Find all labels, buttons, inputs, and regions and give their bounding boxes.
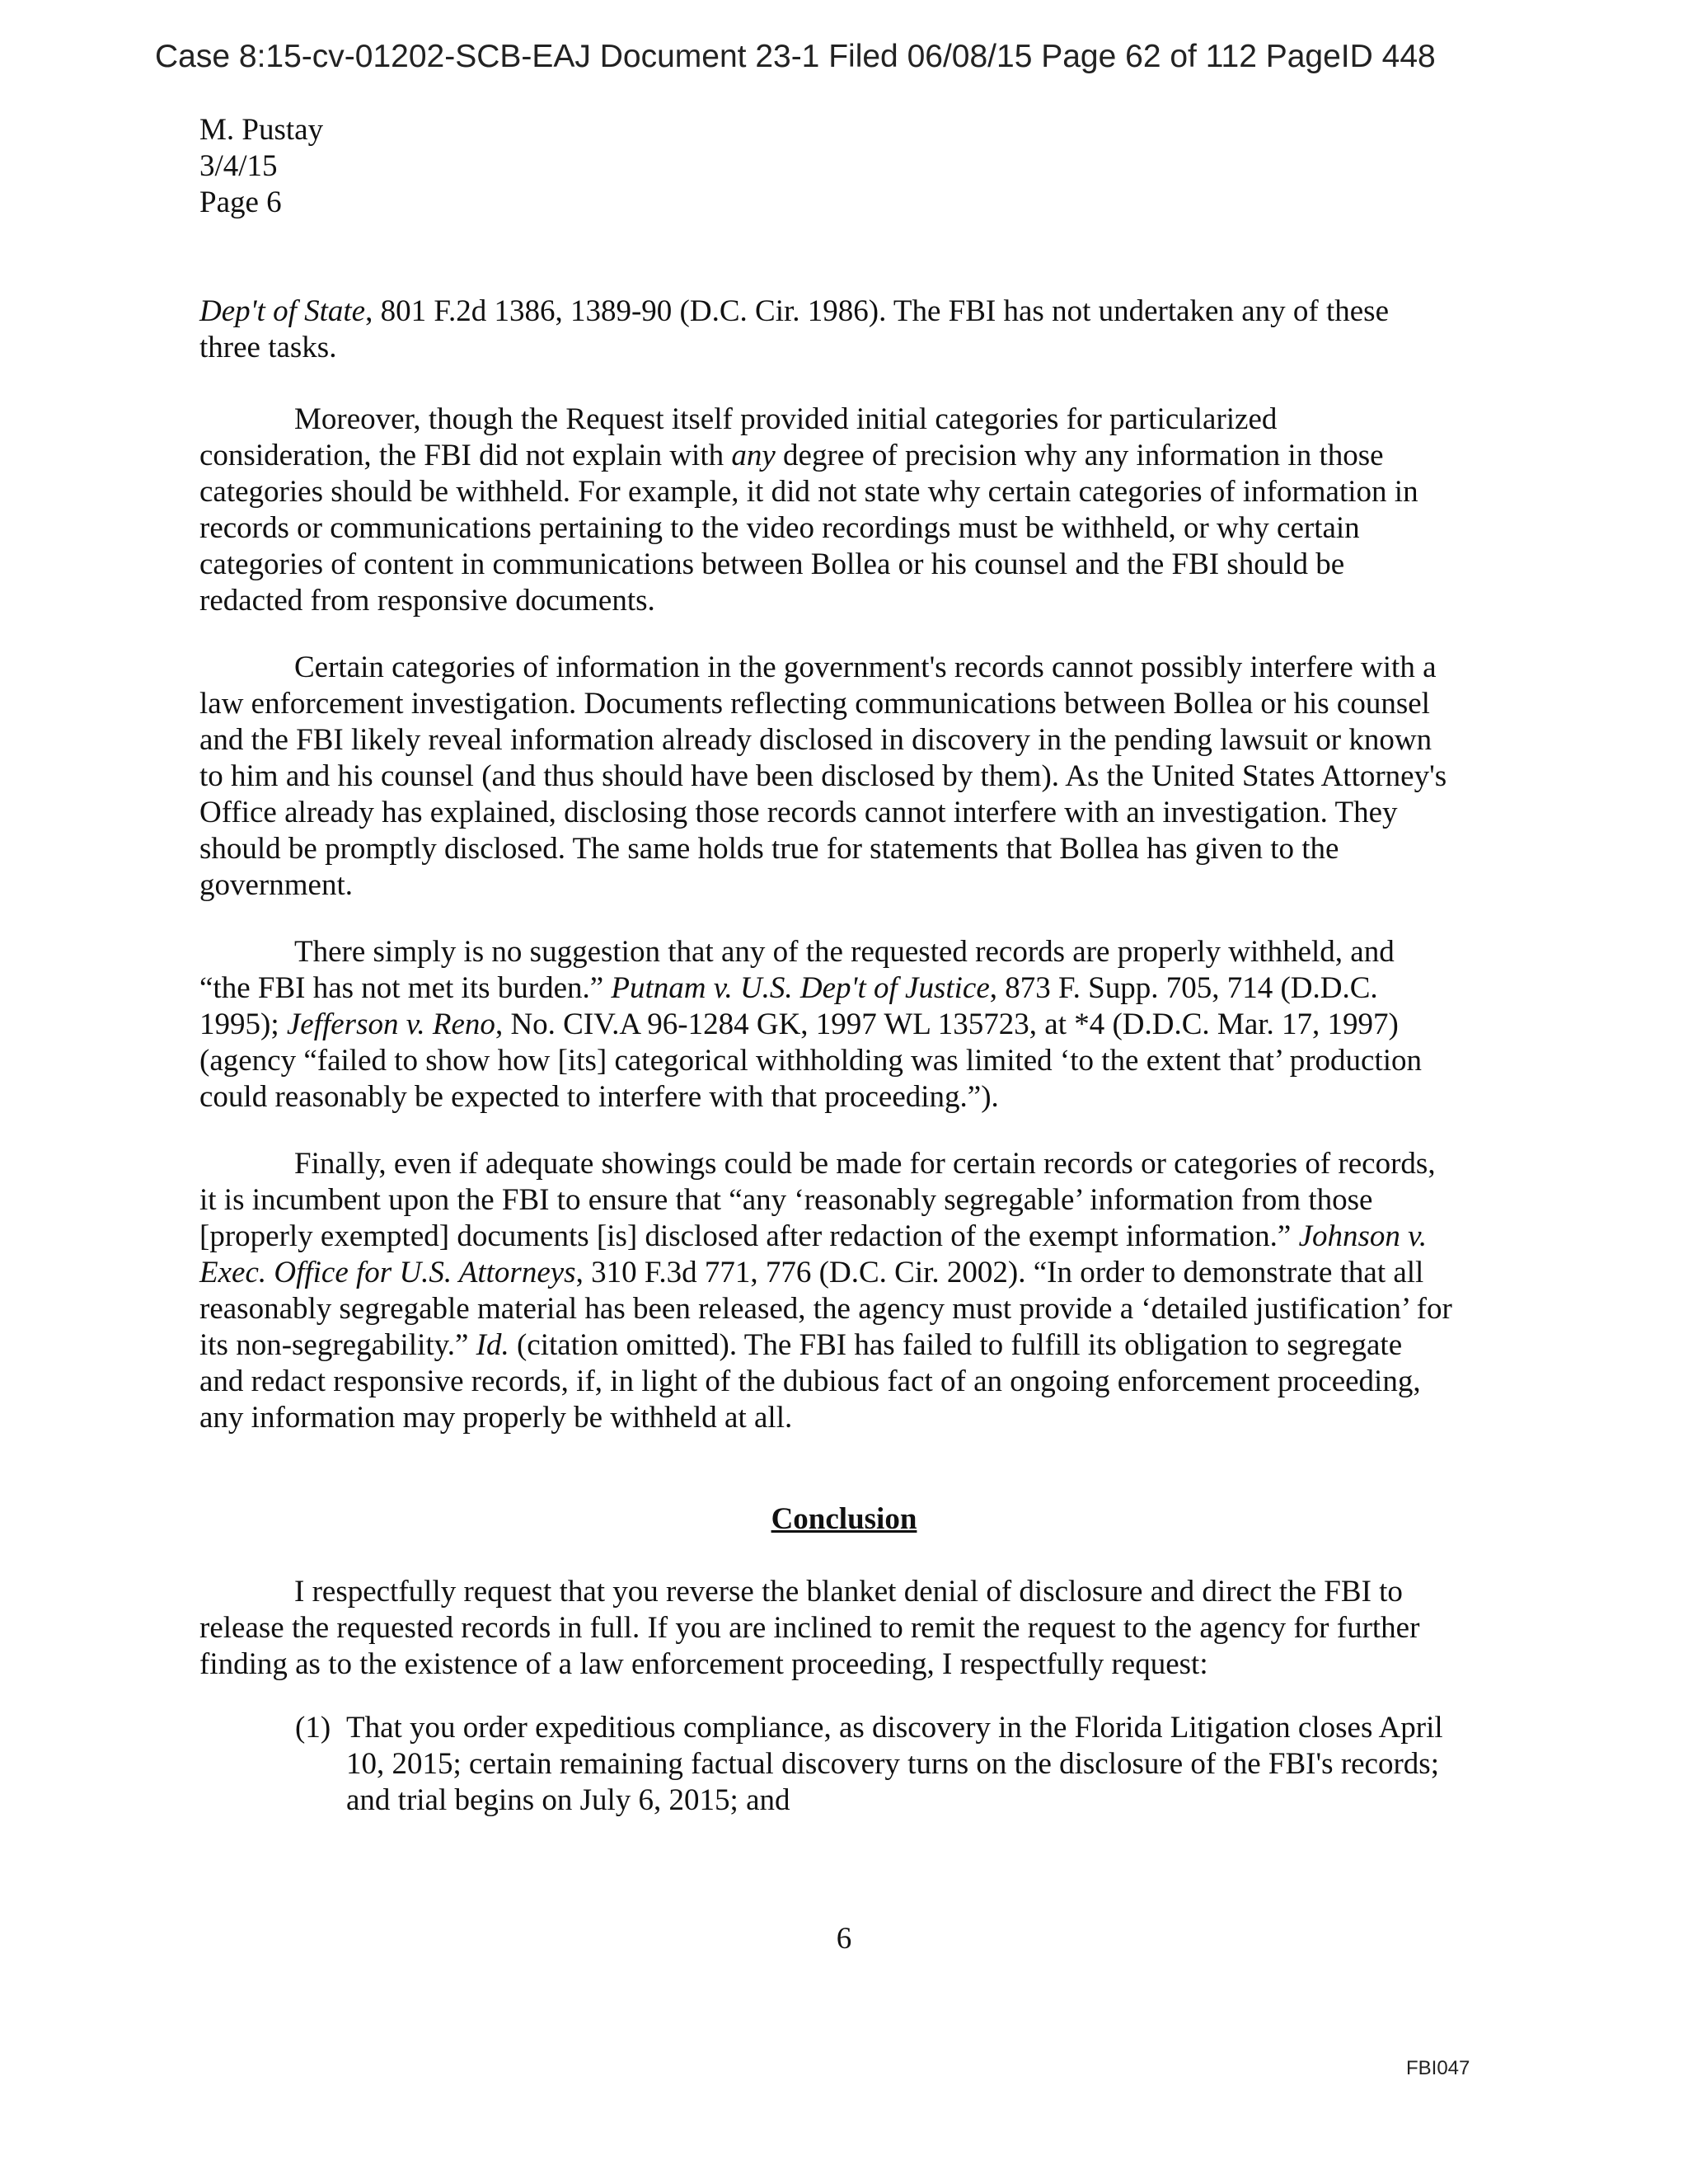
paragraph-3-text: Certain categories of information in the government's records cannot possibly interfere with a law enforcement investigation. Documents reflecting communications between Bollea or his counsel and the FBI likely reveal information already disclosed in discovery in the pending lawsuit or known to him and his counsel (and thus should have been disclosed by them). As the United States Attorney's Office already has explained, disclosing those records cannot interfere with an investigation. They should be promptly disclosed. The same holds true for statements that Bollea has given to the government. (199, 651, 1447, 902)
paragraph-4-text: There simply is no suggestion that any of the requested records are properly withheld, and “the FBI has not met its burden.” Putnam v. U.S. Dep't of Justice, 873 F. Supp. 705, 714 (D.D.C. 1995); Jefferson v. Reno, No. CIV.A 96-1284 GK, 1997 WL 135723, at *4 (D.D.C. Mar. 17, 1997) (agency “failed to show how [its] categorical withholding was limited ‘to the extent that’ production could reasonably be expected to interfere with that proceeding.”). (199, 935, 1422, 1114)
letter-page-label: Page 6 (199, 186, 282, 219)
case-citation: Putnam v. U.S. Dep't of Justice (611, 971, 990, 1005)
case-header: Case 8:15-cv-01202-SCB-EAJ Document 23-1 Filed 06/08/15 Page 62 of 112 PageID 448 (155, 39, 1436, 74)
paragraph-3 (199, 650, 1452, 904)
emphasis-text: any (731, 439, 776, 472)
case-citation: Johnson v. Exec. Office for U.S. Attorneys (199, 1219, 1428, 1289)
paragraph-1 (199, 294, 1452, 366)
recipient-name: M. Pustay (199, 113, 324, 147)
paragraph-2-text: Moreover, though the Request itself provided initial categories for particularized consideration, the FBI did not explain with any degree of precision why any information in those categories should be withheld. For example, it did not state why certain categories of information in records or communications pertaining to the video recordings must be withheld, or why certain categories of content in communications between Bollea or his counsel and the FBI should be redacted from responsive documents. (199, 402, 1418, 618)
case-citation: Jefferson v. Reno (286, 1007, 495, 1041)
paragraph-2 (199, 402, 1452, 619)
letterhead (199, 112, 323, 221)
paragraph-6 (199, 1574, 1452, 1683)
paragraph-6-text: I respectfully request that you reverse the blanket denial of disclosure and direct the FBI to release the requested records in full. If you are inclined to remit the request to the agency for further finding as to the existence of a law enforcement proceeding, I respectfully request: (199, 1575, 1420, 1681)
conclusion-heading: Conclusion (771, 1502, 917, 1536)
paragraph-5-text: Finally, even if adequate showings could be made for certain records or categories of records, it is incumbent upon the FBI to ensure that “any ‘reasonably segregable’ information from those [properly exempted] documents [is] disclosed after redaction of the exempt information.” Johnson v. Exec. Office for U.S. Attorneys, 310 F.3d 771, 776 (D.C. Cir. 2002). “In order to demonstrate that all reasonably segregable material has been released, the agency must provide a ‘detailed justification’ for its non-segregability.” Id. (citation omitted). The FBI has failed to fulfill its obligation to segregate and redact responsive records, if, in light of the dubious fact of an ongoing enforcement proceeding, any information may properly be withheld at all. (199, 1147, 1452, 1435)
paragraph-5 (199, 1146, 1452, 1436)
case-citation: Id. (476, 1328, 509, 1362)
bates-number: FBI047 (1406, 2057, 1470, 2079)
paragraph-1-text: Dep't of State, 801 F.2d 1386, 1389-90 (D.C. Cir. 1986). The FBI has not undertaken any of these three tasks. (199, 294, 1389, 364)
list-item-number: (1) (295, 1711, 331, 1745)
letter-date: 3/4/15 (199, 149, 278, 183)
case-citation: Dep't of State (199, 294, 366, 328)
list-item (295, 1710, 1449, 1819)
page-number: 6 (836, 1922, 852, 1956)
list-item-text: That you order expeditious compliance, as discovery in the Florida Litigation closes April 10, 2015; certain remaining factual discovery turns on the disclosure of the FBI's records; and trial begins on July 6, 2015; and (346, 1711, 1443, 1817)
paragraph-4 (199, 934, 1452, 1115)
